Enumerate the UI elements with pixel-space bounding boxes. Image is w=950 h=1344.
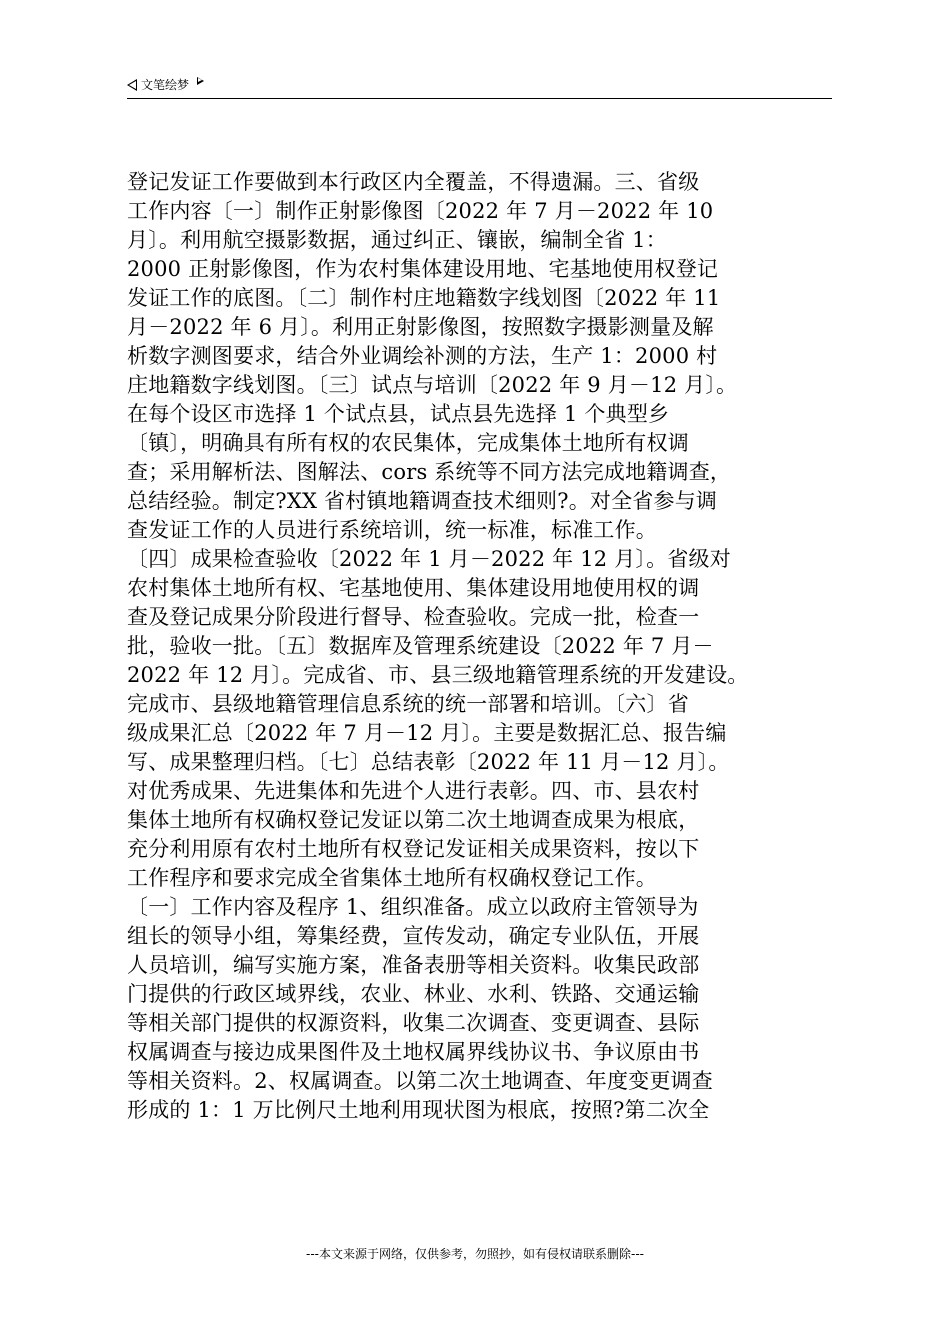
body-line: 级成果汇总〔2022 年 7 月－12 月〕。主要是数据汇总、报告编	[127, 721, 727, 745]
body-line: 等相关资料。2、权属调查。以第二次土地调查、年度变更调查	[127, 1069, 713, 1093]
body-line: 发证工作的底图。〔二〕制作村庄地籍数字线划图〔2022 年 11	[127, 286, 721, 310]
header-brand: 文笔绘梦	[141, 78, 190, 92]
body-line: 析数字测图要求，结合外业调绘补测的方法，生产 1：2000 村	[127, 344, 718, 368]
body-line: 2000 正射影像图，作为农村集体建设用地、宅基地使用权登记	[127, 257, 719, 281]
body-line: 月－2022 年 6 月〕。利用正射影像图，按照数字摄影测量及解	[127, 315, 714, 339]
header-brand-group	[127, 76, 204, 93]
document-body	[127, 168, 847, 1125]
body-line: 形成的 1：1 万比例尺土地利用现状图为根底，按照?第二次全	[127, 1098, 710, 1122]
left-triangle-icon	[127, 79, 137, 91]
body-line: 在每个设区市选择 1 个试点县，试点县先选择 1 个典型乡	[127, 402, 670, 426]
page-footer-disclaimer: ---本文来源于网络，仅供参考，勿照抄，如有侵权请联系删除---	[306, 1247, 644, 1261]
body-line: 对优秀成果、先进集体和先进个人进行表彰。四、市、县农村	[127, 779, 700, 803]
body-line: 组长的领导小组，筹集经费，宣传发动，确定专业队伍，开展	[127, 924, 700, 948]
body-line: 查及登记成果分阶段进行督导、检查验收。完成一批，检查一	[127, 605, 700, 629]
body-line: 〔镇〕，明确具有所有权的农民集体，完成集体土地所有权调	[127, 431, 689, 455]
body-line: 权属调查与接边成果图件及土地权属界线协议书、争议原由书	[127, 1040, 700, 1064]
body-line: 〔四〕成果检查验收〔2022 年 1 月－2022 年 12 月〕。省级对	[127, 547, 731, 571]
page-header	[127, 72, 832, 99]
body-line: 门提供的行政区域界线，农业、林业、水利、铁路、交通运输	[127, 982, 700, 1006]
body-line: 写、成果整理归档。〔七〕总结表彰〔2022 年 11 月－12 月〕。	[127, 750, 730, 774]
body-line: 等相关部门提供的权源资料，收集二次调查、变更调查、县际	[127, 1011, 700, 1035]
body-line: 总结经验。制定?XX 省村镇地籍调查技术细则?。对全省参与调	[127, 489, 718, 513]
body-line: 月〕。利用航空摄影数据，通过纠正、镶嵌，编制全省 1：	[127, 228, 667, 252]
body-line: 人员培训，编写实施方案，准备表册等相关资料。收集民政部	[127, 953, 700, 977]
body-line: 2022 年 12 月〕。完成省、市、县三级地籍管理系统的开发建设。	[127, 663, 749, 687]
body-line: 〔一〕工作内容及程序 1、组织准备。成立以政府主管领导为	[127, 895, 699, 919]
body-line: 登记发证工作要做到本行政区内全覆盖，不得遗漏。三、省级	[127, 170, 700, 194]
body-line: 充分利用原有农村土地所有权登记发证相关成果资料，按以下	[127, 837, 700, 861]
body-line: 查发证工作的人员进行系统培训，统一标准，标准工作。	[127, 518, 657, 542]
body-line: 工作内容〔一〕制作正射影像图〔2022 年 7 月－2022 年 10	[127, 199, 714, 223]
body-line: 查；采用解析法、图解法、cors 系统等不同方法完成地籍调查，	[127, 460, 732, 484]
right-triangle-icon	[197, 77, 204, 85]
body-line: 庄地籍数字线划图。〔三〕试点与培训〔2022 年 9 月－12 月〕。	[127, 373, 738, 397]
body-line: 农村集体土地所有权、宅基地使用、集体建设用地使用权的调	[127, 576, 700, 600]
body-line: 集体土地所有权确权登记发证以第二次土地调查成果为根底，	[127, 808, 700, 832]
body-line: 完成市、县级地籍管理信息系统的统一部署和培训。〔六〕省	[127, 692, 689, 716]
body-line: 工作程序和要求完成全省集体土地所有权确权登记工作。	[127, 866, 657, 890]
body-line: 批，验收一批。〔五〕数据库及管理系统建设〔2022 年 7 月－	[127, 634, 714, 658]
